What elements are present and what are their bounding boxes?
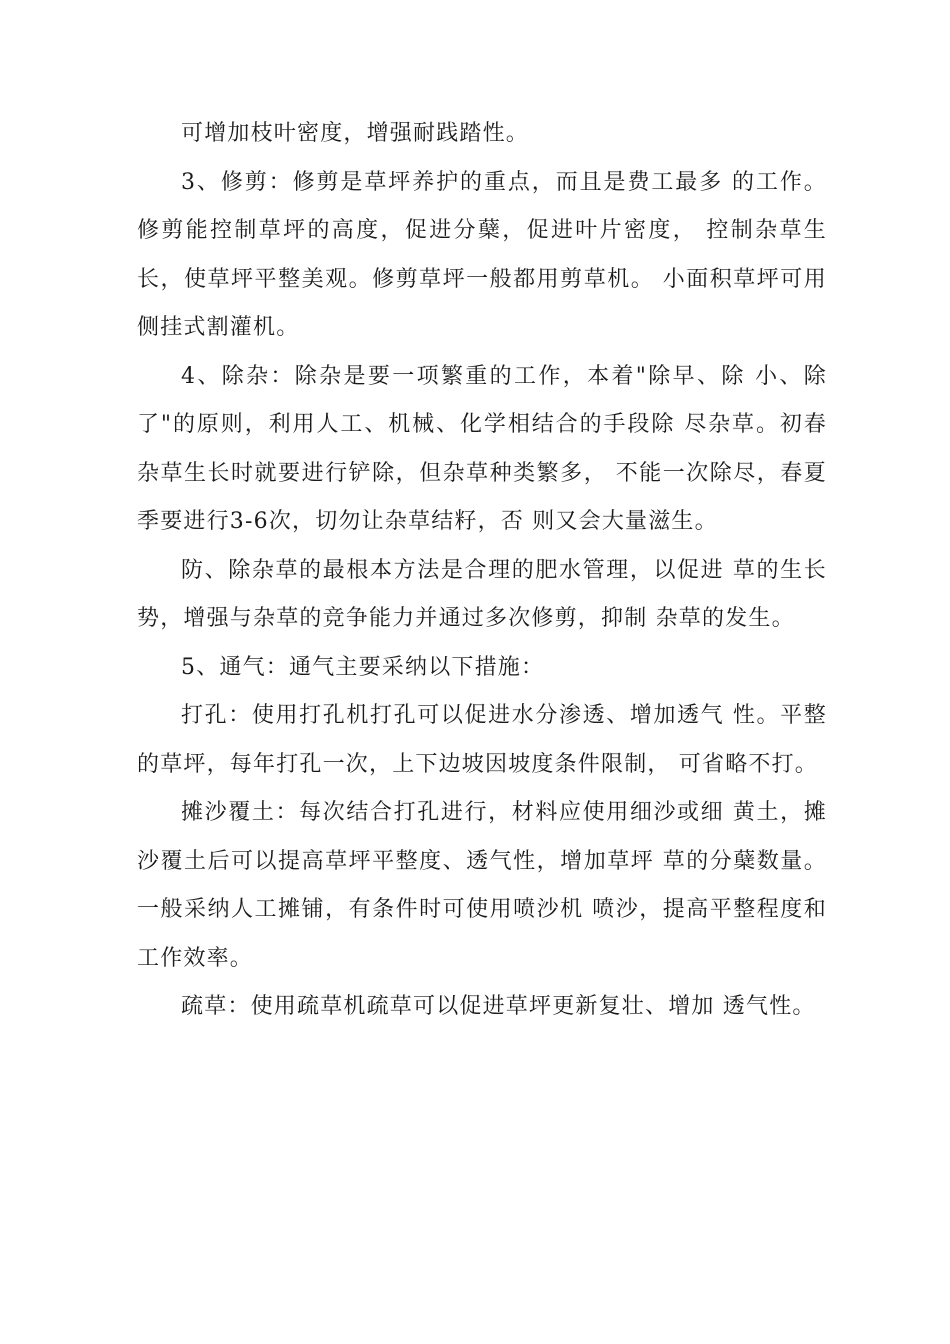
paragraph-1: 可增加枝叶密度，增强耐践踏性。 [181, 121, 530, 146]
paragraph-4: 防、除杂草的最根本方法是合理的肥水管理，以促进 草的生长势，增强与杂草的竞争能力并通过多次修剪，抑制 杂草的发生。 [137, 557, 827, 631]
paragraph-3: 4、除杂：除杂是要一项繁重的工作，本着"除早、除 小、除了"的原则，利用人工、机械、化学相结合的手段除 尽杂草。初春杂草生长时就要进行铲除，但杂草种类繁多， 不能一次除尽，春夏季要进行3-6次，切勿让杂草结籽，否 则又会大量滋生。 [137, 363, 827, 534]
paragraph-8: 疏草：使用疏草机疏草可以促进草坪更新复壮、增加 透气性。 [181, 994, 816, 1019]
paragraph-5: 5、通气：通气主要采纳以下措施： [181, 654, 545, 680]
paragraph-7: 摊沙覆土：每次结合打孔进行，材料应使用细沙或细 黄土，摊沙覆土后可以提高草坪平整度、透气性，增加草坪 草的分蘖数量。一般采纳人工摊铺，有条件时可使用喷沙机 喷沙，提高平整程度和工作效率。 [137, 800, 827, 971]
document-body [137, 110, 827, 1032]
paragraph-2: 3、修剪：修剪是草坪养护的重点，而且是费工最多 的工作。修剪能控制草坪的高度，促进分蘖，促进叶片密度， 控制杂草生长，使草坪平整美观。修剪草坪一般都用剪草机。 小面积草坪可用侧挂式割灌机。 [137, 169, 827, 340]
paragraph-6: 打孔：使用打孔机打孔可以促进水分渗透、增加透气 性。平整的草坪，每年打孔一次，上下边坡因坡度条件限制， 可省略不打。 [137, 703, 827, 777]
